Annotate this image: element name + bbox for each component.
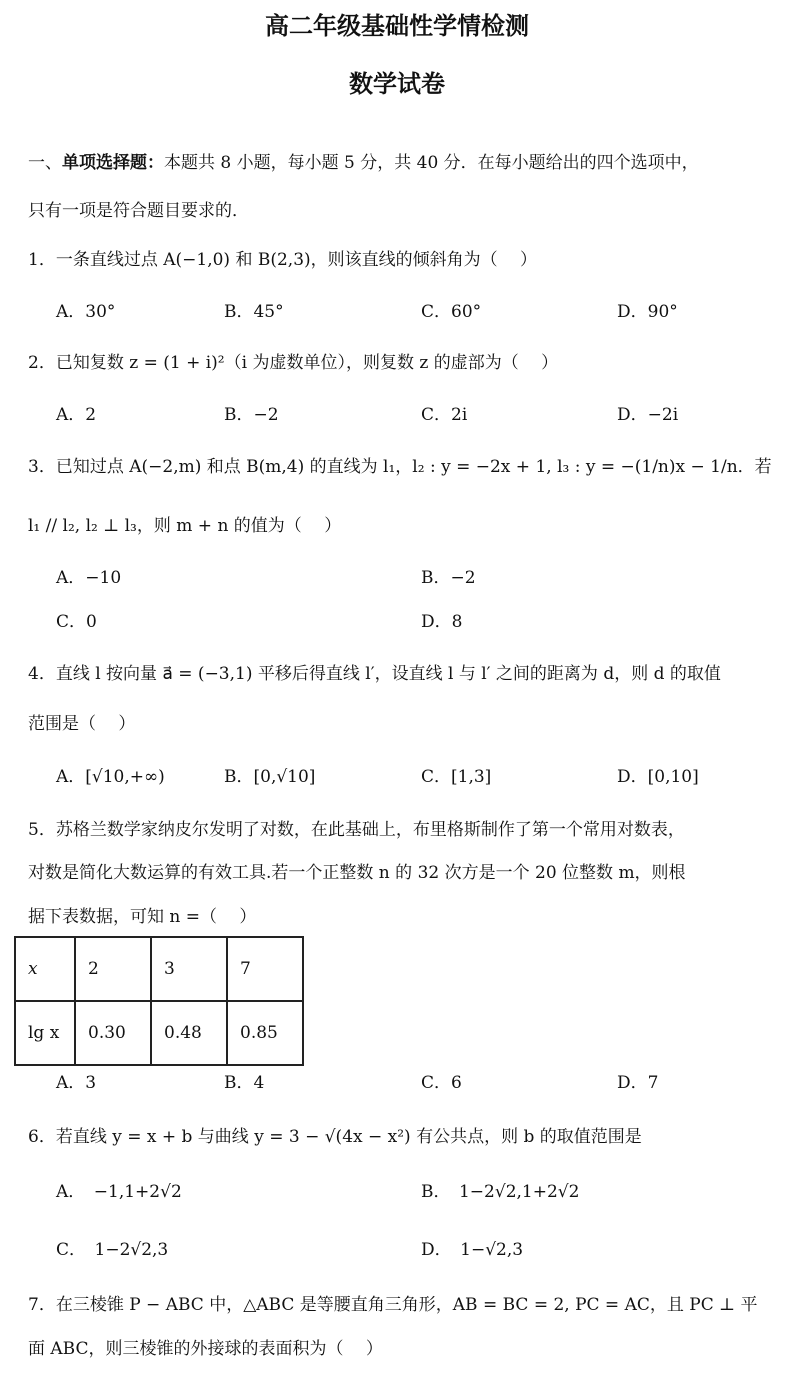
section-name: 单项选择题： xyxy=(62,153,164,173)
q5-option-d: D．7 xyxy=(617,1073,659,1093)
question-1-stem: 1．一条直线过点 A(−1,0) 和 B(2,3)，则该直线的倾斜角为（ ） xyxy=(28,250,538,270)
table-cell: x xyxy=(15,937,75,1001)
q3-option-d: D．8 xyxy=(421,612,463,632)
table-row xyxy=(15,937,303,1001)
question-3-stem-line2: l₁ // l₂, l₂ ⊥ l₃，则 m + n 的值为（ ） xyxy=(28,516,342,536)
q2-option-a: A．2 xyxy=(56,405,97,425)
q4-option-c: C．[1,3] xyxy=(421,767,492,787)
table-row xyxy=(15,1001,303,1065)
table-cell: 0.30 xyxy=(75,1001,151,1065)
q6-option-d: D． 1−√2,3 xyxy=(421,1240,524,1260)
table-cell: 7 xyxy=(227,937,303,1001)
q6-option-c: C． 1−2√2,3 xyxy=(56,1240,169,1260)
question-3-stem-line1: 3．已知过点 A(−2,m) 和点 B(m,4) 的直线为 l₁，l₂ : y = −2x + 1, l₃ : y = −(1/n)x − 1/n．若 xyxy=(28,457,772,477)
section-heading xyxy=(28,148,699,173)
q6-option-a: A． −1,1+2√2 xyxy=(56,1182,182,1202)
question-7-stem-line2: 面 ABC，则三棱锥的外接球的表面积为（ ） xyxy=(28,1339,383,1359)
question-5-stem-line1: 5．苏格兰数学家纳皮尔发明了对数，在此基础上，布里格斯制作了第一个常用对数表， xyxy=(28,820,685,840)
q3-option-a: A．−10 xyxy=(56,568,122,588)
log-table xyxy=(14,936,304,1066)
question-2-stem: 2．已知复数 z = (1 + i)²（i 为虚数单位），则复数 z 的虚部为（ ） xyxy=(28,353,559,373)
q5-option-c: C．6 xyxy=(421,1073,462,1093)
table-cell: 0.48 xyxy=(151,1001,227,1065)
q4-option-b: B．[0,√10] xyxy=(224,767,316,787)
q5-option-a: A．3 xyxy=(56,1073,97,1093)
q1-option-a: A．30° xyxy=(56,302,116,322)
table-cell: 3 xyxy=(151,937,227,1001)
table-cell: 2 xyxy=(75,937,151,1001)
q4-option-a: A．[√10,+∞) xyxy=(56,767,165,787)
table-cell: 0.85 xyxy=(227,1001,303,1065)
question-4-stem-line2: 范围是（ ） xyxy=(28,714,136,734)
q6-option-b: B． 1−2√2,1+2√2 xyxy=(421,1182,580,1202)
q1-option-c: C．60° xyxy=(421,302,482,322)
q1-option-d: D．90° xyxy=(617,302,678,322)
q4-option-d: D．[0,10] xyxy=(617,767,699,787)
q1-option-b: B．45° xyxy=(224,302,284,322)
question-4-stem-line1: 4．直线 l 按向量 a⃗ = (−3,1) 平移后得直线 l′，设直线 l 与 l′ 之间的距离为 d，则 d 的取值 xyxy=(28,664,721,684)
question-5-stem-line2: 对数是简化大数运算的有效工具.若一个正整数 n 的 32 次方是一个 20 位整数 m，则根 xyxy=(28,863,686,883)
q3-option-c: C．0 xyxy=(56,612,97,632)
q2-option-c: C．2i xyxy=(421,405,468,425)
section-description: 本题共 8 小题，每小题 5 分，共 40 分．在每小题给出的四个选项中， xyxy=(164,153,699,173)
page-subtitle: 数学试卷 xyxy=(349,70,445,98)
q3-option-b: B．−2 xyxy=(421,568,476,588)
question-7-stem-line1: 7．在三棱锥 P − ABC 中，△ABC 是等腰直角三角形，AB = BC = 2, PC = AC，且 PC ⊥ 平 xyxy=(28,1295,758,1315)
page-title: 高二年级基础性学情检测 xyxy=(265,12,529,40)
question-5-stem-line3: 据下表数据，可知 n =（ ） xyxy=(28,907,257,927)
q2-option-b: B．−2 xyxy=(224,405,279,425)
section-description-cont: 只有一项是符合题目要求的． xyxy=(28,201,249,221)
question-6-stem: 6．若直线 y = x + b 与曲线 y = 3 − √(4x − x²) 有公共点，则 b 的取值范围是 xyxy=(28,1127,642,1147)
section-number: 一、 xyxy=(28,153,62,173)
q5-option-b: B．4 xyxy=(224,1073,265,1093)
table-cell: lg x xyxy=(15,1001,75,1065)
q2-option-d: D．−2i xyxy=(617,405,679,425)
